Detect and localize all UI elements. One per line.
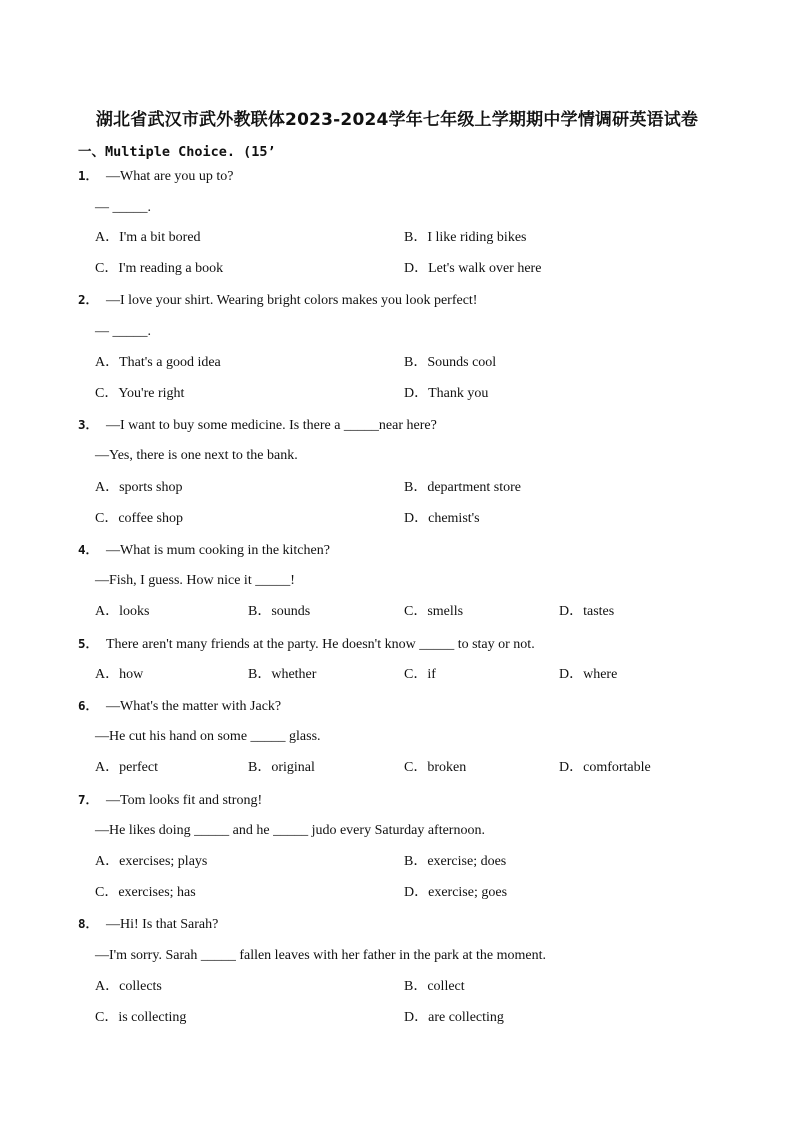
question-5-option-a[interactable]: A．how bbox=[95, 667, 144, 682]
question-text: —Tom looks fit and strong! bbox=[106, 793, 263, 808]
question-5-stem bbox=[78, 635, 535, 654]
question-1-option-d[interactable]: D．Let's walk over here bbox=[404, 261, 542, 276]
question-5-option-d[interactable]: D．where bbox=[559, 667, 618, 682]
question-6-stem bbox=[78, 697, 281, 716]
question-2-option-b[interactable]: B．Sounds cool bbox=[404, 355, 497, 370]
question-3-stem bbox=[78, 416, 437, 435]
question-5-option-b[interactable]: B．whether bbox=[248, 667, 317, 682]
question-8-option-b[interactable]: B．collect bbox=[404, 979, 465, 994]
question-2-stem bbox=[78, 291, 477, 310]
question-4-stem bbox=[78, 541, 330, 560]
question-number: 3． bbox=[78, 417, 99, 432]
question-text: —I love your shirt. Wearing bright colors makes you look perfect! bbox=[106, 293, 478, 308]
question-6-option-c[interactable]: C．broken bbox=[404, 760, 467, 775]
question-7-option-d[interactable]: D．exercise; goes bbox=[404, 885, 508, 900]
question-6-line-2: —He cut his hand on some _____ glass. bbox=[95, 729, 321, 744]
question-text: —What are you up to? bbox=[106, 169, 234, 184]
question-4-option-a[interactable]: A．looks bbox=[95, 604, 150, 619]
question-3-option-a[interactable]: A．sports shop bbox=[95, 480, 183, 495]
question-8-option-c[interactable]: C．is collecting bbox=[95, 1010, 187, 1025]
question-text: —What is mum cooking in the kitchen? bbox=[106, 543, 330, 558]
question-3-option-b[interactable]: B．department store bbox=[404, 480, 522, 495]
question-4-option-b[interactable]: B．sounds bbox=[248, 604, 311, 619]
question-number: 1． bbox=[78, 168, 99, 183]
question-2-option-d[interactable]: D．Thank you bbox=[404, 386, 489, 401]
section-heading: 一、Multiple Choice. (15’ bbox=[78, 144, 276, 160]
question-number: 7． bbox=[78, 792, 99, 807]
question-text: —What's the matter with Jack? bbox=[106, 699, 282, 714]
question-7-option-a[interactable]: A．exercises; plays bbox=[95, 854, 208, 869]
question-text: There aren't many friends at the party. He doesn't know _____ to stay or not. bbox=[106, 637, 535, 652]
question-number: 6． bbox=[78, 698, 99, 713]
question-number: 4． bbox=[78, 542, 99, 557]
question-2-option-a[interactable]: A．That's a good idea bbox=[95, 355, 221, 370]
question-1-stem bbox=[78, 167, 234, 186]
question-2-line-2: — _____. bbox=[95, 324, 151, 339]
question-text: —I want to buy some medicine. Is there a _____near here? bbox=[106, 418, 437, 433]
question-8-option-a[interactable]: A．collects bbox=[95, 979, 162, 994]
question-6-option-b[interactable]: B．original bbox=[248, 760, 315, 775]
question-text: —Hi! Is that Sarah? bbox=[106, 917, 219, 932]
question-1-line-2: — _____. bbox=[95, 200, 151, 215]
question-1-option-c[interactable]: C．I'm reading a book bbox=[95, 261, 224, 276]
question-4-option-d[interactable]: D．tastes bbox=[559, 604, 615, 619]
question-7-option-b[interactable]: B．exercise; does bbox=[404, 854, 507, 869]
question-7-line-2: —He likes doing _____ and he _____ judo every Saturday afternoon. bbox=[95, 823, 485, 838]
question-8-line-2: —I'm sorry. Sarah _____ fallen leaves with her father in the park at the moment. bbox=[95, 948, 547, 963]
question-8-stem bbox=[78, 915, 218, 934]
question-number: 5． bbox=[78, 636, 99, 651]
exam-title: 湖北省武汉市武外教联体2023-2024学年七年级上学期期中学情调研英语试卷 bbox=[95, 110, 699, 130]
question-4-line-2: —Fish, I guess. How nice it _____! bbox=[95, 573, 295, 588]
question-3-option-c[interactable]: C．coffee shop bbox=[95, 511, 183, 526]
question-6-option-a[interactable]: A．perfect bbox=[95, 760, 158, 775]
question-8-option-d[interactable]: D．are collecting bbox=[404, 1010, 504, 1025]
question-7-stem bbox=[78, 791, 262, 810]
question-5-option-c[interactable]: C．if bbox=[404, 667, 436, 682]
question-number: 8． bbox=[78, 916, 99, 931]
question-number: 2． bbox=[78, 292, 99, 307]
question-4-option-c[interactable]: C．smells bbox=[404, 604, 464, 619]
question-7-option-c[interactable]: C．exercises; has bbox=[95, 885, 196, 900]
question-3-option-d[interactable]: D．chemist's bbox=[404, 511, 480, 526]
question-1-option-b[interactable]: B．I like riding bikes bbox=[404, 230, 527, 245]
question-3-line-2: —Yes, there is one next to the bank. bbox=[95, 448, 298, 463]
question-1-option-a[interactable]: A．I'm a bit bored bbox=[95, 230, 201, 245]
question-6-option-d[interactable]: D．comfortable bbox=[559, 760, 651, 775]
question-2-option-c[interactable]: C．You're right bbox=[95, 386, 185, 401]
